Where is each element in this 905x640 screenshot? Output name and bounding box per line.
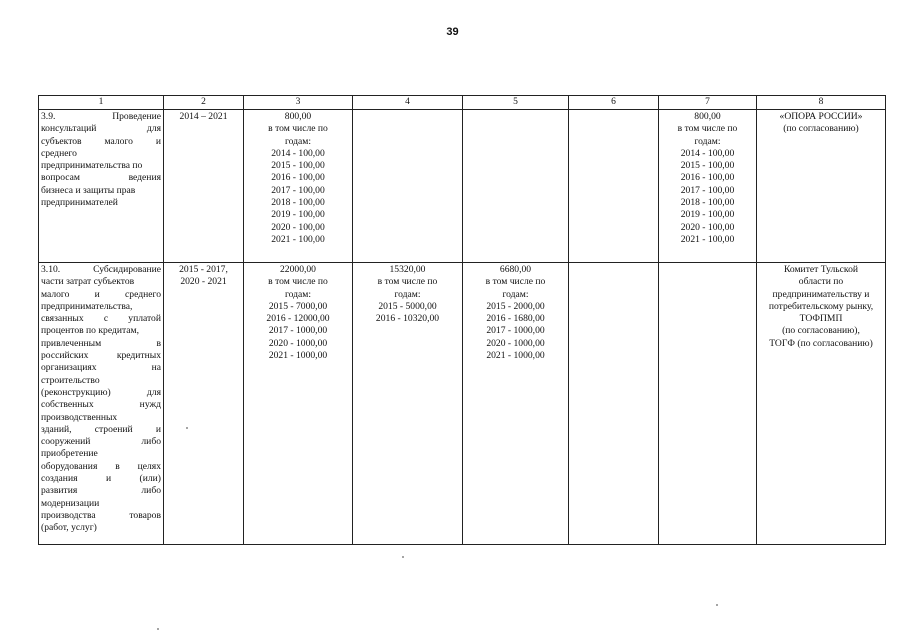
column-header: 6 — [569, 96, 659, 110]
cell-line: 2014 - 100,00 — [680, 147, 735, 159]
cell-line: в том числе по — [677, 123, 738, 135]
period-cell — [164, 110, 244, 263]
cell-line: 22000,00 — [280, 264, 316, 275]
cell-line: процентов по кредитам, — [41, 325, 140, 337]
cell-line: 2020 - 2021 — [180, 276, 227, 288]
cell-line: годам: — [394, 288, 421, 300]
cell-line: в том числе по — [268, 276, 328, 288]
cell-line: привлеченным в — [41, 337, 161, 349]
cell-line: собственных нужд — [41, 399, 161, 411]
page-number: 39 — [446, 26, 459, 38]
cell-line: ТОГФ (по согласованию) — [769, 337, 873, 349]
cell-line: производственных — [41, 411, 118, 423]
column-header: 4 — [353, 96, 463, 110]
scan-speck — [402, 556, 404, 558]
cell-line: предпринимательства по — [41, 160, 143, 172]
cell-line: 2015 - 2017, — [179, 264, 228, 275]
cell-line: (работ, услуг) — [41, 522, 97, 534]
cell-line: 2021 - 100,00 — [680, 233, 735, 245]
cell-line: 2020 - 100,00 — [271, 221, 325, 233]
executor-cell — [757, 110, 886, 263]
cell-line: 2016 - 10320,00 — [375, 313, 440, 325]
cell-line: создания и (или) — [41, 473, 161, 485]
cell-line: 800,00 — [694, 111, 721, 122]
cell-line: 2018 - 100,00 — [271, 197, 325, 209]
cell-line: 2017 - 1000,00 — [268, 325, 328, 337]
municipal-funding-cell — [569, 263, 659, 545]
cell-line: приобретение — [41, 448, 98, 460]
table-row — [39, 110, 886, 263]
cell-line: годам: — [284, 135, 312, 147]
cell-line: оборудования в целях — [41, 460, 161, 472]
cell-line: 2015 - 100,00 — [680, 160, 735, 172]
cell-line: модернизации — [41, 497, 100, 509]
cell-line: ТОФПМП — [799, 313, 843, 325]
scan-speck — [716, 604, 718, 606]
cell-line: 2016 - 1680,00 — [486, 313, 545, 325]
federal-funding-cell — [353, 110, 463, 263]
cell-line: российских кредитных — [41, 350, 161, 362]
cell-line: 2021 - 100,00 — [271, 233, 325, 245]
regional-funding-cell — [463, 263, 569, 545]
cell-line: 2015 - 5000,00 — [378, 300, 437, 312]
cell-line: бизнеса и защиты прав — [41, 184, 136, 196]
executor-cell — [757, 263, 886, 545]
cell-line: среднего — [41, 147, 77, 159]
cell-line: в том числе по — [377, 276, 438, 288]
total-funding-cell — [244, 110, 353, 263]
cell-line: 2014 – 2021 — [179, 111, 228, 122]
cell-line: потребительскому рынку, — [768, 300, 874, 312]
cell-line: предпринимательства, — [41, 300, 133, 312]
column-number-row — [39, 96, 886, 110]
cell-line: малого и среднего — [41, 288, 161, 300]
cell-line: 2020 - 100,00 — [680, 221, 735, 233]
extra-funding-cell — [659, 263, 757, 545]
column-header: 7 — [659, 96, 757, 110]
cell-line: производства товаров — [41, 509, 161, 521]
cell-line: предпринимательству и — [772, 288, 870, 300]
cell-line: (по согласованию) — [783, 123, 859, 135]
measure-description-cell — [39, 110, 164, 263]
cell-line: 2017 - 100,00 — [271, 184, 325, 196]
cell-line: Комитет Тульской — [783, 264, 859, 275]
column-header: 5 — [463, 96, 569, 110]
column-header: 1 — [39, 96, 164, 110]
cell-line: 2019 - 100,00 — [680, 209, 735, 221]
cell-line: 2015 - 100,00 — [271, 160, 325, 172]
scan-speck — [186, 427, 188, 429]
cell-line: 3.9. Проведение — [41, 111, 161, 122]
cell-line: субъектов малого и — [41, 135, 161, 147]
period-cell — [164, 263, 244, 545]
column-header: 2 — [164, 96, 244, 110]
total-funding-cell — [244, 263, 353, 545]
federal-funding-cell — [353, 263, 463, 545]
cell-line: предпринимателей — [41, 197, 118, 209]
cell-line: в том числе по — [268, 123, 328, 135]
cell-line: 2014 - 100,00 — [271, 147, 325, 159]
cell-line: в том числе по — [485, 276, 546, 288]
municipal-funding-cell — [569, 110, 659, 263]
cell-line: организациях на — [41, 362, 161, 374]
cell-line: (реконструкцию) для — [41, 386, 161, 398]
cell-line: годам: — [502, 288, 529, 300]
column-header: 3 — [244, 96, 353, 110]
cell-line: 2020 - 1000,00 — [486, 337, 545, 349]
cell-line: вопросам ведения — [41, 172, 161, 184]
cell-line: (по согласованию), — [782, 325, 860, 337]
measure-description-cell — [39, 263, 164, 545]
cell-line: 2016 - 100,00 — [680, 172, 735, 184]
scan-speck — [157, 628, 159, 630]
extra-funding-cell — [659, 110, 757, 263]
cell-line: развития либо — [41, 485, 161, 497]
cell-line: 2019 - 100,00 — [271, 209, 325, 221]
cell-line: 3.10. Субсидирование — [41, 264, 161, 275]
cell-line: 2016 - 12000,00 — [266, 313, 330, 325]
cell-line: 2020 - 1000,00 — [268, 337, 328, 349]
cell-line: 2015 - 2000,00 — [486, 300, 545, 312]
cell-line: зданий, строений и — [41, 423, 161, 435]
cell-line: 2016 - 100,00 — [271, 172, 325, 184]
cell-line: 2018 - 100,00 — [680, 197, 735, 209]
cell-line: части затрат субъектов — [41, 276, 135, 288]
table-row — [39, 263, 886, 545]
cell-line: консультаций для — [41, 123, 161, 135]
cell-line: 800,00 — [284, 111, 312, 122]
cell-line: 2017 - 1000,00 — [486, 325, 545, 337]
cell-line: 2021 - 1000,00 — [268, 350, 328, 362]
cell-line: 2021 - 1000,00 — [486, 350, 545, 362]
cell-line: «ОПОРА РОССИИ» — [779, 111, 863, 122]
cell-line: годам: — [284, 288, 312, 300]
cell-line: 2015 - 7000,00 — [268, 300, 328, 312]
program-measures-table — [38, 95, 886, 545]
cell-line: строительство — [41, 374, 100, 386]
cell-line: годам: — [694, 135, 721, 147]
column-header: 8 — [757, 96, 886, 110]
cell-line: 2017 - 100,00 — [680, 184, 735, 196]
cell-line: сооружений либо — [41, 436, 161, 448]
cell-line: связанных с уплатой — [41, 313, 161, 325]
cell-line: области по — [798, 276, 844, 288]
regional-funding-cell — [463, 110, 569, 263]
cell-line: 6680,00 — [499, 264, 532, 275]
cell-line: 15320,00 — [389, 264, 426, 275]
